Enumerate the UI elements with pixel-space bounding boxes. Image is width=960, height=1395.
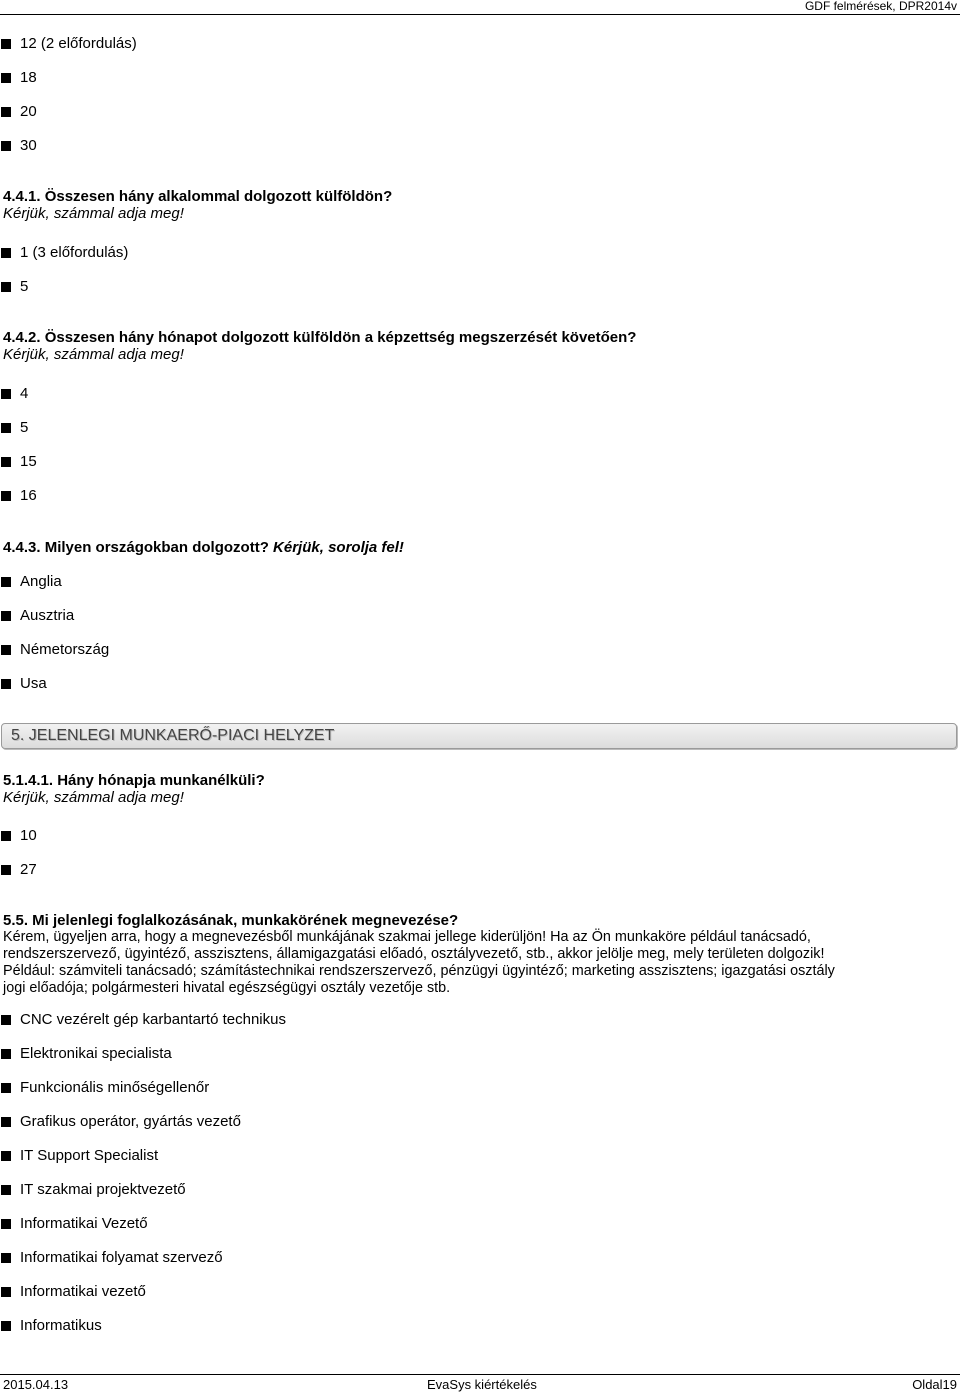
- square-bullet-icon: [1, 679, 11, 689]
- footer-page-number: Oldal19: [912, 1377, 957, 1392]
- square-bullet-icon: [1, 389, 11, 399]
- square-bullet-icon: [1, 73, 11, 83]
- question-hint: Kérjük, sorolja fel!: [273, 539, 404, 556]
- square-bullet-icon: [1, 457, 11, 467]
- square-bullet-icon: [1, 1015, 11, 1025]
- square-bullet-icon: [1, 1219, 11, 1229]
- square-bullet-icon: [1, 577, 11, 587]
- square-bullet-icon: [1, 1151, 11, 1161]
- question-title: 4.4.2. Összesen hány hónapot dolgozott külföldön a képzettség megszerzését követően?: [3, 329, 637, 346]
- square-bullet-icon: [1, 1083, 11, 1093]
- question-instructions-line: jogi előadója; polgármesteri hivatal egészségügyi osztály vezetője stb.: [3, 980, 451, 996]
- square-bullet-icon: [1, 107, 11, 117]
- question-hint: Kérjük, számmal adja meg!: [3, 789, 184, 806]
- square-bullet-icon: [1, 423, 11, 433]
- footer-title: EvaSys kiértékelés: [427, 1377, 537, 1392]
- square-bullet-icon: [1, 39, 11, 49]
- question-instructions-line: Például: számviteli tanácsadó; számítástechnikai rendszerszervező, pénzügyi ügyintéző; marketing asszisztens; igazgatási osztály: [3, 963, 835, 979]
- question-4-4-2: [3, 329, 636, 363]
- question-5-5: [3, 912, 943, 997]
- square-bullet-icon: [1, 248, 11, 258]
- question-instructions-line: rendszerszervező, ügyintéző, asszisztens, államigazgatási előadó, osztályvezető, stb., akkor jelölje meg, mely területen dolgozik!: [3, 946, 825, 962]
- square-bullet-icon: [1, 141, 11, 151]
- question-instructions-line: Kérem, ügyeljen arra, hogy a megnevezésből munkájának szakmai jellege kiderüljön! Ha az Ön munkaköre például tanácsadó,: [3, 929, 811, 945]
- question-4-4-3: [3, 539, 404, 556]
- footer-date: 2015.04.13: [3, 1377, 69, 1392]
- page-header: [0, 0, 960, 15]
- section-header: [1, 723, 957, 749]
- question-title: 4.4.3. Milyen országokban dolgozott? Kérjük, sorolja fel!: [3, 539, 404, 556]
- question-4-4-1: [3, 188, 392, 222]
- square-bullet-icon: [1, 1185, 11, 1195]
- square-bullet-icon: [1, 611, 11, 621]
- square-bullet-icon: [1, 865, 11, 875]
- question-hint: Kérjük, számmal adja meg!: [3, 346, 184, 363]
- square-bullet-icon: [1, 831, 11, 841]
- square-bullet-icon: [1, 282, 11, 292]
- question-title: 5.1.4.1. Hány hónapja munkanélküli?: [3, 772, 265, 789]
- square-bullet-icon: [1, 1049, 11, 1059]
- square-bullet-icon: [1, 491, 11, 501]
- square-bullet-icon: [1, 1287, 11, 1297]
- square-bullet-icon: [1, 1321, 11, 1331]
- question-title: 5.5. Mi jelenlegi foglalkozásának, munkakörének megnevezése?: [3, 912, 459, 929]
- question-hint: Kérjük, számmal adja meg!: [3, 205, 184, 222]
- section-title: 5. JELENLEGI MUNKAERŐ-PIACI HELYZET: [11, 727, 335, 744]
- question-title: 4.4.1. Összesen hány alkalommal dolgozott külföldön?: [3, 188, 393, 205]
- question-5-1-4-1: [3, 772, 265, 806]
- footer-divider: [0, 1374, 960, 1375]
- square-bullet-icon: [1, 645, 11, 655]
- square-bullet-icon: [1, 1253, 11, 1263]
- header-survey-name: GDF felmérések, DPR2014v: [804, 0, 957, 13]
- square-bullet-icon: [1, 1117, 11, 1127]
